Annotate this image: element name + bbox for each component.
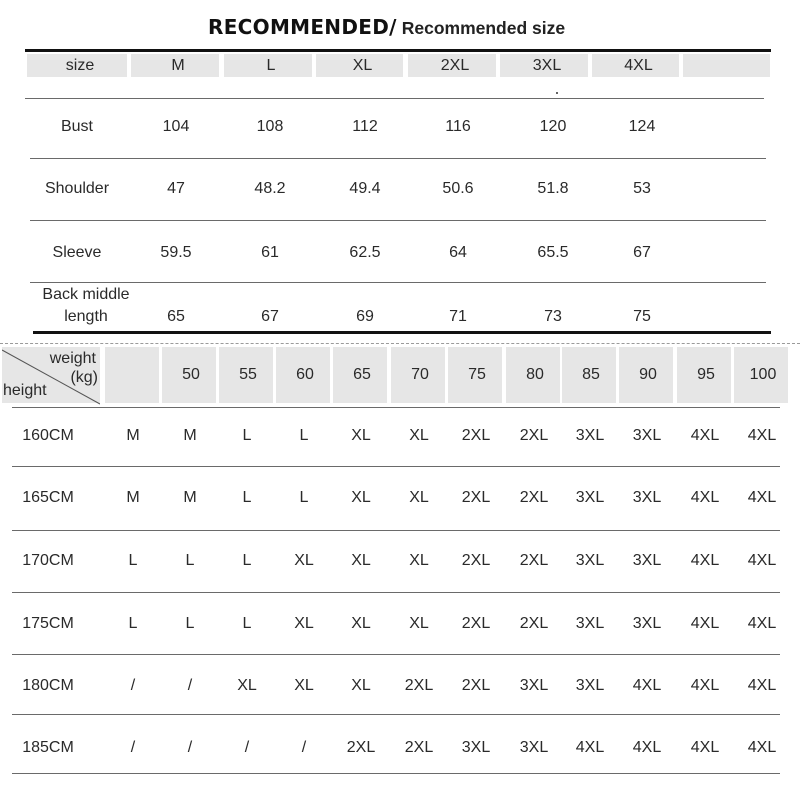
- size-recommendation-cell: 2XL: [461, 552, 491, 569]
- size-header-cell: L: [224, 54, 312, 77]
- row-divider: [12, 714, 780, 715]
- size-recommendation-cell: /: [301, 739, 307, 756]
- size-value-cell: 112: [352, 118, 378, 135]
- size-value-cell: 49.4: [349, 180, 381, 197]
- row-divider: [12, 530, 780, 531]
- size-recommendation-cell: 4XL: [747, 739, 777, 756]
- size-header-cell: 3XL: [500, 54, 588, 77]
- size-value-cell: 69: [356, 308, 374, 325]
- weight-header-cell: 50: [162, 347, 216, 403]
- size-header-label: size: [27, 54, 127, 77]
- size-header-cell: XL: [316, 54, 403, 77]
- row-divider: [12, 592, 780, 593]
- size-recommendation-cell: M: [126, 489, 140, 506]
- size-recommendation-cell: 4XL: [690, 427, 720, 444]
- size-recommendation-cell: L: [185, 615, 195, 632]
- size-recommendation-cell: 3XL: [632, 552, 662, 569]
- size-recommendation-cell: 4XL: [747, 489, 777, 506]
- weight-header-cell: 65: [333, 347, 387, 403]
- weight-header-cell: 85: [562, 347, 616, 403]
- size-recommendation-cell: M: [183, 427, 197, 444]
- size-recommendation-cell: 4XL: [747, 615, 777, 632]
- size-recommendation-cell: L: [185, 552, 195, 569]
- height-label: 165CM: [22, 489, 74, 506]
- size-recommendation-cell: 2XL: [404, 739, 434, 756]
- size-recommendation-cell: XL: [351, 615, 371, 632]
- weight-header-cell: 100: [734, 347, 788, 403]
- row-divider: [12, 773, 780, 774]
- size-recommendation-cell: XL: [409, 615, 429, 632]
- title-text: Recommended size: [401, 18, 566, 38]
- size-recommendation-cell: 4XL: [575, 739, 605, 756]
- size-recommendation-cell: 2XL: [519, 489, 549, 506]
- height-label: 185CM: [22, 739, 74, 756]
- weight-header-cell: 70: [391, 347, 445, 403]
- size-recommendation-cell: 4XL: [690, 615, 720, 632]
- size-recommendation-cell: 2XL: [346, 739, 376, 756]
- size-value-cell: 124: [628, 118, 656, 135]
- measure-label: Sleeve: [52, 244, 102, 261]
- size-recommendation-cell: XL: [351, 489, 371, 506]
- size-recommendation-cell: L: [128, 552, 138, 569]
- size-value-cell: 108: [256, 118, 284, 135]
- measure-label: Back middle length: [42, 286, 130, 325]
- size-recommendation-cell: XL: [294, 615, 314, 632]
- size-recommendation-cell: 4XL: [747, 427, 777, 444]
- size-recommendation-cell: 4XL: [632, 677, 662, 694]
- size-recommendation-cell: /: [244, 739, 250, 756]
- row-divider: [12, 466, 780, 467]
- size-value-cell: 47: [167, 180, 185, 197]
- weight-header-cell: 60: [276, 347, 330, 403]
- size-recommendation-cell: 2XL: [519, 552, 549, 569]
- height-row-180: [0, 666, 800, 706]
- size-value-cell: 104: [162, 118, 190, 135]
- size-recommendation-cell: XL: [409, 552, 429, 569]
- size-value-cell: 59.5: [160, 244, 192, 261]
- size-recommendation-cell: 2XL: [461, 427, 491, 444]
- size-recommendation-cell: XL: [351, 427, 371, 444]
- weight-header-cell: 75: [448, 347, 502, 403]
- size-value-cell: 51.8: [537, 180, 569, 197]
- size-recommendation-cell: XL: [351, 552, 371, 569]
- size-recommendation-cell: 3XL: [519, 739, 549, 756]
- weight-unit-label: (kg): [70, 369, 98, 386]
- size-recommendation-cell: 3XL: [575, 489, 605, 506]
- size-recommendation-cell: L: [242, 489, 252, 506]
- size-value-cell: 65.5: [537, 244, 569, 261]
- size-recommendation-cell: /: [187, 739, 193, 756]
- corner-cell: [2, 347, 100, 403]
- size-recommendation-cell: 2XL: [519, 615, 549, 632]
- size-recommendation-cell: 4XL: [747, 552, 777, 569]
- weight-header-cell: 80: [506, 347, 560, 403]
- size-recommendation-cell: 2XL: [461, 489, 491, 506]
- size-recommendation-cell: /: [130, 739, 136, 756]
- size-recommendation-cell: M: [126, 427, 140, 444]
- size-value-cell: 116: [445, 118, 471, 135]
- size-recommendation-cell: 3XL: [575, 615, 605, 632]
- size-value-cell: 120: [539, 118, 567, 135]
- size-header-cell: 2XL: [408, 54, 496, 77]
- size-recommendation-cell: M: [183, 489, 197, 506]
- title-stylized: RECOMMENDED/: [208, 15, 397, 39]
- weight-header-cell: 95: [677, 347, 731, 403]
- weight-header-empty-cell: [105, 347, 159, 403]
- size-recommendation-cell: XL: [294, 552, 314, 569]
- size-recommendation-cell: 3XL: [632, 489, 662, 506]
- size-recommendation-cell: 3XL: [575, 552, 605, 569]
- size-recommendation-cell: 4XL: [690, 552, 720, 569]
- height-label: 160CM: [22, 427, 74, 444]
- size-header-cell: 4XL: [592, 54, 679, 77]
- weight-header-row: [0, 347, 800, 403]
- size-recommendation-cell: 4XL: [747, 677, 777, 694]
- size-recommendation-cell: 3XL: [461, 739, 491, 756]
- height-row-160: [0, 416, 800, 456]
- height-axis-label: height: [3, 382, 47, 399]
- size-value-cell: 48.2: [254, 180, 286, 197]
- size-recommendation-cell: 3XL: [575, 427, 605, 444]
- size-recommendation-cell: 2XL: [461, 615, 491, 632]
- measure-label: Shoulder: [44, 180, 110, 197]
- size-recommendation-cell: L: [299, 489, 309, 506]
- size-recommendation-cell: 3XL: [632, 615, 662, 632]
- height-row-170: [0, 541, 800, 581]
- size-recommendation-cell: 2XL: [519, 427, 549, 444]
- size-recommendation-cell: L: [299, 427, 309, 444]
- size-value-cell: 50.6: [442, 180, 474, 197]
- size-recommendation-cell: XL: [351, 677, 371, 694]
- size-value-cell: 71: [449, 308, 467, 325]
- size-recommendation-cell: 4XL: [632, 739, 662, 756]
- size-recommendation-cell: 2XL: [404, 677, 434, 694]
- height-label: 170CM: [22, 552, 74, 569]
- size-header-cell: M: [131, 54, 219, 77]
- size-recommendation-cell: XL: [409, 489, 429, 506]
- row-divider: [12, 407, 780, 408]
- size-recommendation-cell: L: [242, 427, 252, 444]
- measure-label: Bust: [60, 118, 93, 135]
- height-label: 175CM: [22, 615, 74, 632]
- size-recommendation-cell: L: [242, 615, 252, 632]
- size-recommendation-cell: XL: [237, 677, 257, 694]
- size-recommendation-cell: L: [242, 552, 252, 569]
- size-value-cell: 67: [633, 244, 651, 261]
- size-value-cell: 53: [633, 180, 651, 197]
- size-recommendation-cell: /: [130, 677, 136, 694]
- size-recommendation-cell: 3XL: [575, 677, 605, 694]
- size-value-cell: 61: [261, 244, 279, 261]
- height-row-165: [0, 478, 800, 518]
- weight-header-cell: 55: [219, 347, 273, 403]
- size-recommendation-cell: 2XL: [461, 677, 491, 694]
- size-recommendation-cell: 3XL: [632, 427, 662, 444]
- size-value-cell: 75: [633, 308, 651, 325]
- size-value-cell: 73: [544, 308, 562, 325]
- size-value-cell: 62.5: [349, 244, 381, 261]
- size-value-cell: 67: [261, 308, 279, 325]
- size-recommendation-cell: 4XL: [690, 739, 720, 756]
- weight-axis-label: weight: [49, 350, 96, 367]
- size-recommendation-cell: XL: [409, 427, 429, 444]
- size-recommendation-cell: /: [187, 677, 193, 694]
- size-recommendation-cell: XL: [294, 677, 314, 694]
- size-recommendation-cell: 4XL: [690, 677, 720, 694]
- height-row-175: [0, 604, 800, 644]
- size-recommendation-cell: L: [128, 615, 138, 632]
- weight-header-cell: 90: [619, 347, 673, 403]
- size-value-cell: 64: [449, 244, 467, 261]
- size-value-cell: 65: [167, 308, 185, 325]
- size-recommendation-cell: 4XL: [690, 489, 720, 506]
- height-label: 180CM: [22, 677, 74, 694]
- size-recommendation-cell: 3XL: [519, 677, 549, 694]
- row-divider: [12, 654, 780, 655]
- height-row-185: [0, 728, 800, 768]
